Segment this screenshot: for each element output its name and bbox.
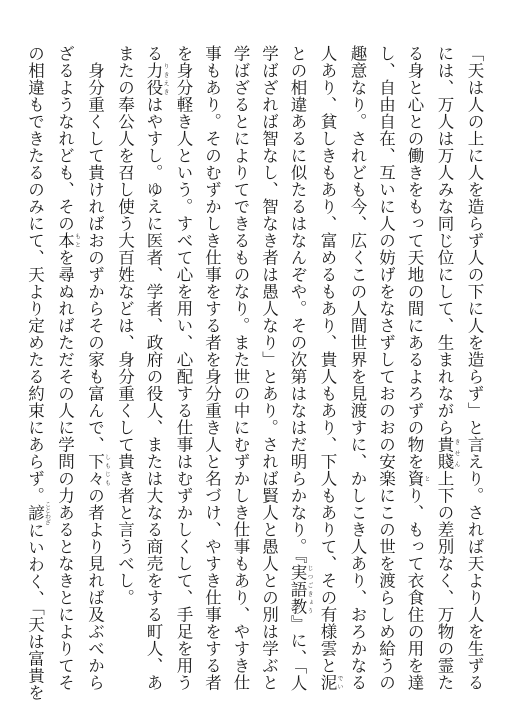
furigana: ことわざ bbox=[43, 501, 51, 525]
furigana: きせん bbox=[453, 436, 460, 470]
ruby-kotowaza: 諺 ことわざ bbox=[25, 501, 51, 525]
furigana: と bbox=[423, 470, 430, 487]
ruby-jitsugokyo: 実語教 じつごきょう bbox=[288, 563, 313, 615]
ruby-moto: 本 もと bbox=[55, 232, 81, 249]
text-line: またの奉公人を召し使う大百姓などは、身分重くして貴き者と言うべし。 bbox=[115, 45, 135, 606]
ruby-kisen: 貴賤 きせん bbox=[435, 436, 460, 470]
text-line: には、万人は万人みな同じ位にして、生まれながら貴賤 きせん上下の差別なく、万物の霊た bbox=[435, 45, 460, 691]
ruby-rikieki: 力役 りきえき bbox=[144, 62, 169, 96]
text-line: る力役 りきえきはやすし。ゆえに医者、学者、政府の役人、または大なる商売をする町人、あ bbox=[144, 45, 169, 691]
vertical-text-block bbox=[20, 45, 488, 701]
text-line: る身と心との働きをもって天地の間にあるよろずの物を資 とり、もって衣食住の用を達 bbox=[405, 45, 430, 691]
text-line: を身分軽き人という。すべて心を用い、心配する仕事はむずかしくして、手足を用う bbox=[174, 45, 193, 691]
ruby-to: 資 と bbox=[405, 470, 430, 487]
ruby-shimojimo: 下々 しもじも bbox=[85, 453, 111, 487]
furigana: じつごきょう bbox=[306, 563, 313, 615]
text-line: 学ばざれば智なし、智なき者は愚人なり」とあり。されば賢人と愚人との別は学ぶと bbox=[259, 45, 279, 691]
text-line: 「天は人の上に人を造らず人の下に人を造らず」と言えり。されば天より人を生ずる bbox=[465, 45, 484, 691]
text-line: 身分重くして貴ければおのずからその家も富んで、下々 しもじもの者より見れば及ぶべから bbox=[85, 45, 111, 691]
furigana: でい bbox=[336, 674, 343, 691]
furigana: しもじも bbox=[103, 453, 111, 487]
text-line: 学ばざるとによりてできるものなり。また世の中にむずかしき仕事もあり、やすき仕 bbox=[231, 45, 250, 691]
text-line: 趣意なり。されども今、広くこの人間世界を見渡すに、かしこき人あり、おろかなる bbox=[348, 45, 367, 691]
text-line: ざるようなれども、その本 もとを尋ぬればただその人に学問の力あるとなきとによりてそ bbox=[55, 45, 81, 691]
furigana: もと bbox=[73, 232, 81, 249]
text-line: の相違もできたるのみにて、天より定めたる約束にあらず。諺 ことわざにいわく、「天は富貴を bbox=[25, 45, 51, 701]
text-line: との相違あるに似たるはなんぞや。その次第はなはだ明らかなり。『実語教 じつごきょう』に、「人 bbox=[288, 45, 313, 692]
text-line: し、自由自在、互いに人の妨げをなさずしておのおの安楽にこの世を渡らしめ給うの bbox=[376, 45, 396, 691]
ruby-dei: 泥 でい bbox=[318, 674, 343, 691]
text-line: 人あり、貧しきもあり、富めるもあり、貴人もあり、下人もありて、その有様雲と泥 でい bbox=[318, 45, 343, 691]
text-line: 事もあり。そのむずかしき仕事をする者を身分重き人と名づけ、やすき仕事をする者 bbox=[202, 45, 222, 691]
furigana: りきえき bbox=[162, 62, 169, 96]
